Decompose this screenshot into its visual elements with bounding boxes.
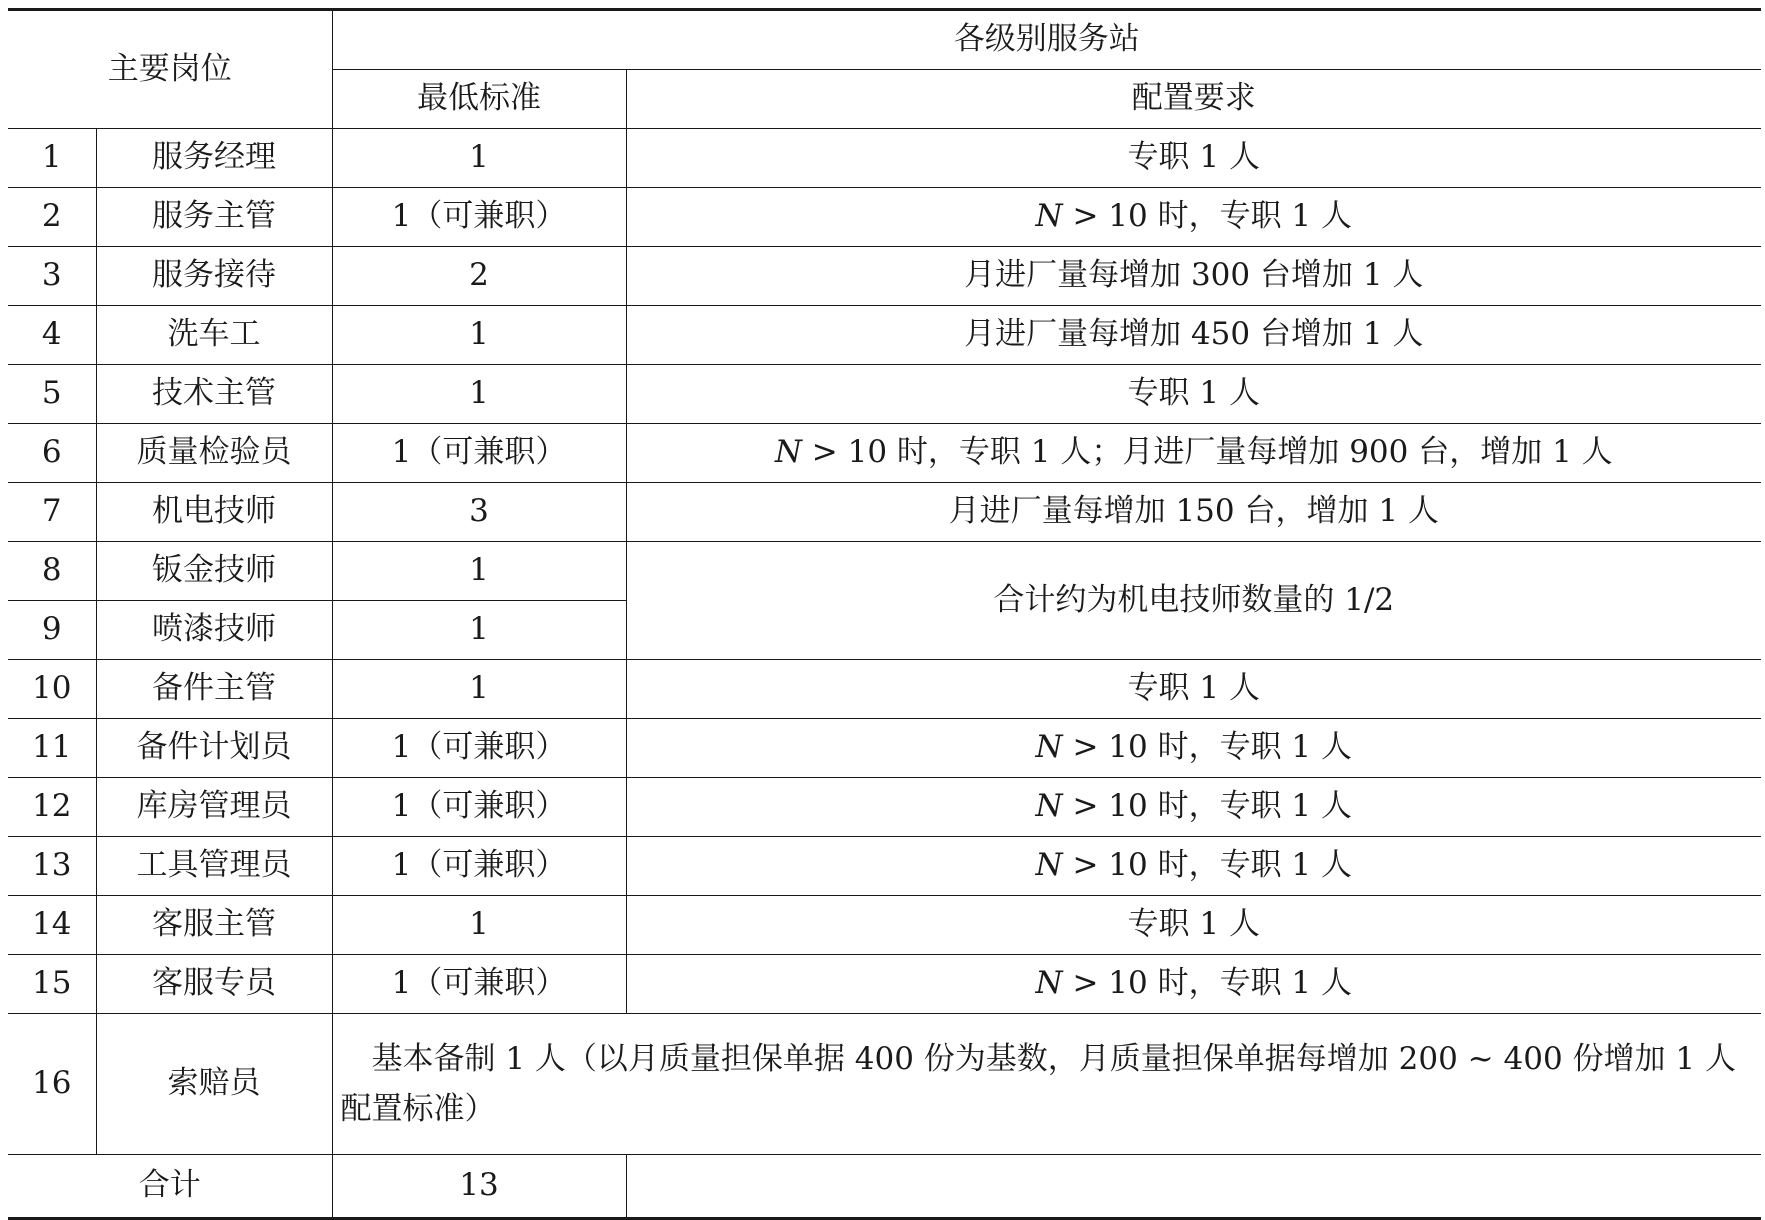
position-name: 索赔员 — [96, 1014, 332, 1155]
row-number: 2 — [8, 188, 96, 247]
config-requirement-text: > 10 时，专职 1 人 — [1062, 198, 1353, 235]
config-requirement — [626, 837, 1761, 896]
config-requirement: 月进厂量每增加 450 台增加 1 人 — [626, 306, 1761, 365]
min-standard: 1 — [332, 365, 626, 424]
row-number: 15 — [8, 955, 96, 1014]
min-standard: 1 — [332, 542, 626, 601]
row-number: 13 — [8, 837, 96, 896]
table-row — [8, 424, 1761, 483]
min-standard: 3 — [332, 483, 626, 542]
table-row — [8, 896, 1761, 955]
table-row — [8, 188, 1761, 247]
min-standard: 1 — [332, 306, 626, 365]
position-name: 库房管理员 — [96, 778, 332, 837]
config-requirement-text: > 10 时，专职 1 人 — [1062, 729, 1353, 766]
min-standard: 1（可兼职） — [332, 837, 626, 896]
table-row — [8, 955, 1761, 1014]
variable-n: N — [774, 434, 802, 471]
min-standard: 1 — [332, 129, 626, 188]
config-requirement-text: > 10 时，专职 1 人 — [1062, 788, 1353, 825]
row-number: 11 — [8, 719, 96, 778]
variable-n: N — [1035, 788, 1063, 825]
min-standard: 1 — [332, 896, 626, 955]
header-row-1 — [8, 10, 1761, 70]
row-number: 5 — [8, 365, 96, 424]
config-requirement-text: > 10 时，专职 1 人 — [1062, 965, 1353, 1002]
table-row — [8, 837, 1761, 896]
table-row — [8, 365, 1761, 424]
header-station-group: 各级别服务站 — [332, 10, 1761, 70]
config-requirement-merged: 合计约为机电技师数量的 1/2 — [626, 542, 1761, 660]
table-row — [8, 247, 1761, 306]
config-requirement: 月进厂量每增加 150 台，增加 1 人 — [626, 483, 1761, 542]
config-requirement: 专职 1 人 — [626, 365, 1761, 424]
min-standard: 1（可兼职） — [332, 955, 626, 1014]
claims-staff-note: 基本备制 1 人（以月质量担保单据 400 份为基数，月质量担保单据每增加 200 ~ 400 份增加 1 人配置标准） — [332, 1014, 1761, 1155]
min-standard: 1 — [332, 660, 626, 719]
row-number: 1 — [8, 129, 96, 188]
row-number: 7 — [8, 483, 96, 542]
position-name: 技术主管 — [96, 365, 332, 424]
min-standard: 1（可兼职） — [332, 188, 626, 247]
row-number: 12 — [8, 778, 96, 837]
table-row — [8, 778, 1761, 837]
row-number: 8 — [8, 542, 96, 601]
table-row — [8, 660, 1761, 719]
position-name: 钣金技师 — [96, 542, 332, 601]
row-number: 3 — [8, 247, 96, 306]
row-number: 4 — [8, 306, 96, 365]
variable-n: N — [1035, 729, 1063, 766]
config-requirement — [626, 424, 1761, 483]
header-position: 主要岗位 — [8, 10, 332, 129]
position-name: 质量检验员 — [96, 424, 332, 483]
position-name: 工具管理员 — [96, 837, 332, 896]
config-requirement — [626, 955, 1761, 1014]
position-name: 备件主管 — [96, 660, 332, 719]
min-standard: 1 — [332, 601, 626, 660]
position-name: 喷漆技师 — [96, 601, 332, 660]
total-label: 合计 — [8, 1155, 332, 1219]
position-name: 机电技师 — [96, 483, 332, 542]
table-row — [8, 542, 1761, 601]
min-standard: 1（可兼职） — [332, 778, 626, 837]
config-requirement: 月进厂量每增加 300 台增加 1 人 — [626, 247, 1761, 306]
min-standard: 2 — [332, 247, 626, 306]
total-empty-cell — [626, 1155, 1761, 1219]
row-number: 9 — [8, 601, 96, 660]
variable-n: N — [1035, 198, 1063, 235]
position-name: 备件计划员 — [96, 719, 332, 778]
row-number: 6 — [8, 424, 96, 483]
total-row — [8, 1155, 1761, 1219]
table-row — [8, 483, 1761, 542]
position-name: 服务主管 — [96, 188, 332, 247]
row-number: 16 — [8, 1014, 96, 1155]
config-requirement: 专职 1 人 — [626, 129, 1761, 188]
position-name: 服务经理 — [96, 129, 332, 188]
min-standard: 1（可兼职） — [332, 424, 626, 483]
table-row — [8, 719, 1761, 778]
position-name: 服务接待 — [96, 247, 332, 306]
total-value: 13 — [332, 1155, 626, 1219]
header-config-requirement: 配置要求 — [626, 70, 1761, 129]
config-requirement — [626, 188, 1761, 247]
config-requirement-text: > 10 时，专职 1 人；月进厂量每增加 900 台，增加 1 人 — [801, 434, 1613, 471]
row-number: 10 — [8, 660, 96, 719]
variable-n: N — [1035, 965, 1063, 1002]
variable-n: N — [1035, 847, 1063, 884]
table-row — [8, 1014, 1761, 1155]
config-requirement — [626, 778, 1761, 837]
position-name: 洗车工 — [96, 306, 332, 365]
config-requirement — [626, 719, 1761, 778]
staff-configuration-table — [8, 8, 1761, 1220]
row-number: 14 — [8, 896, 96, 955]
header-min-standard: 最低标准 — [332, 70, 626, 129]
config-requirement: 专职 1 人 — [626, 896, 1761, 955]
table-row — [8, 306, 1761, 365]
position-name: 客服专员 — [96, 955, 332, 1014]
table-row — [8, 129, 1761, 188]
position-name: 客服主管 — [96, 896, 332, 955]
config-requirement: 专职 1 人 — [626, 660, 1761, 719]
min-standard: 1（可兼职） — [332, 719, 626, 778]
config-requirement-text: > 10 时，专职 1 人 — [1062, 847, 1353, 884]
